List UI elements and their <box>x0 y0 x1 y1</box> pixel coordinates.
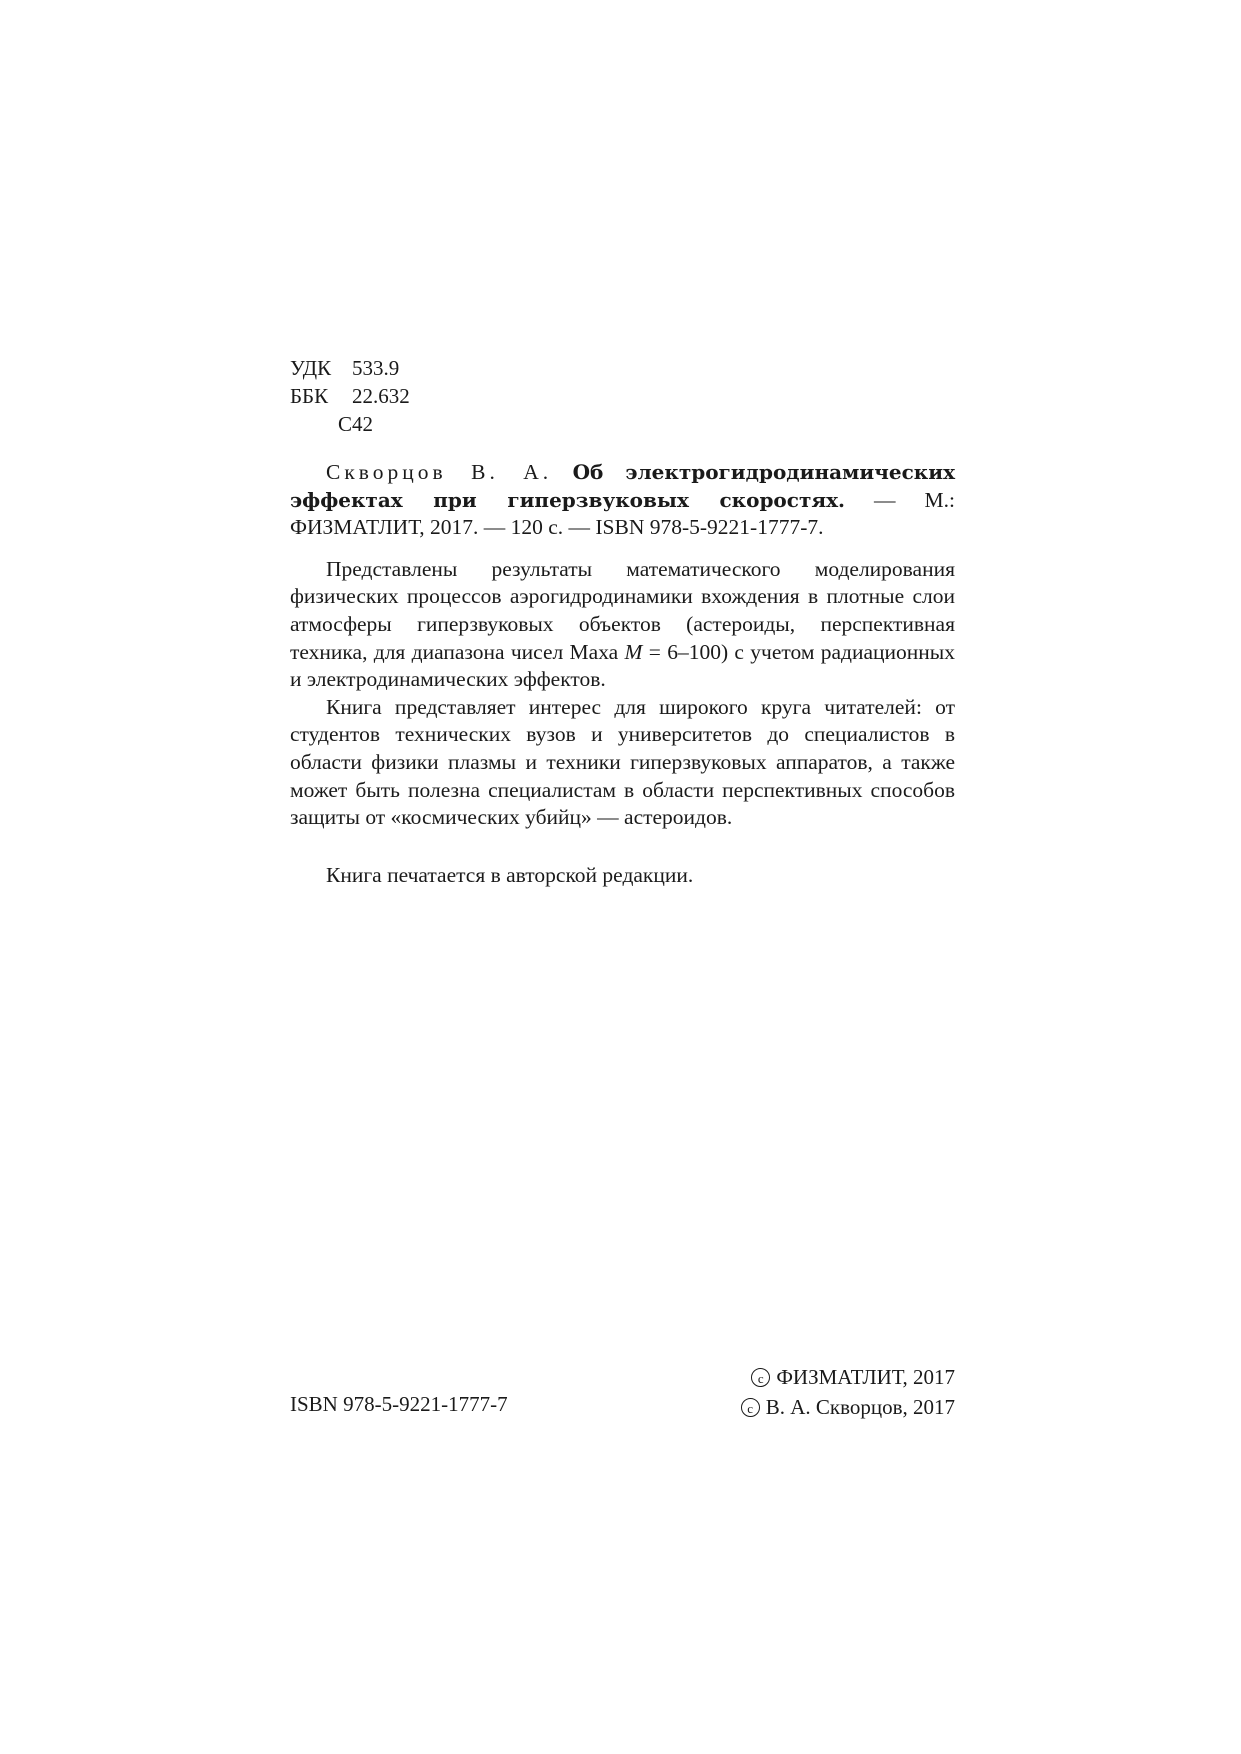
publication-info: — М.: ФИЗМАТЛИТ, 2017. — 120 с. — ISBN 978-5-9221-1777-7. <box>290 487 956 540</box>
bbk-line <box>290 382 410 410</box>
copyright-author <box>741 1392 955 1422</box>
abstract-text-2: = 6–100) с учетом радиационных и электродинамических эффектов. <box>290 639 955 692</box>
udk-line <box>290 354 410 382</box>
bibliographic-description <box>290 459 955 542</box>
udk-label: УДК <box>290 356 332 380</box>
copyright-publisher-text: ФИЗМАТЛИТ, 2017 <box>776 1365 955 1389</box>
copyright-icon: c <box>741 1398 760 1417</box>
abstract-paragraph <box>290 556 955 694</box>
copyright-icon: c <box>751 1368 770 1387</box>
audience-paragraph: Книга представляет интерес для широкого круга читателей: от студентов технических вузов и университетов до специалистов в области физики плазмы и техники гиперзвуковых аппаратов, а также может быть полезна специалистам в области перспективных способов защиты от «космических убийц» — астероидов. <box>290 694 955 830</box>
isbn: ISBN 978-5-9221-1777-7 <box>290 1392 508 1416</box>
classification-block <box>290 354 410 438</box>
editorial-note: Книга печатается в авторской редакции. <box>326 862 694 887</box>
copyright-block <box>741 1362 955 1422</box>
bbk-label: ББК <box>290 384 329 408</box>
udk-value: 533.9 <box>352 356 400 380</box>
copyright-author-text: В. А. Скворцов, 2017 <box>765 1395 955 1419</box>
mach-symbol: M <box>624 639 643 664</box>
bbk-value: 22.632 <box>352 384 410 408</box>
abstract-text-1: Представлены результаты математического моделирования физических процессов аэрогидродинамики вхождения в плотные слои атмосферы гиперзвуковых объектов (астероиды, перспективная техника, для диапазона чисел Маха <box>290 556 955 664</box>
author-mark: С42 <box>338 412 374 436</box>
book-title: Об электрогидродинамических эффектах при гиперзвуковых скоростях. <box>290 460 956 512</box>
copyright-publisher <box>741 1362 955 1392</box>
author-name: Скворцов В. А. <box>326 460 553 484</box>
annotation-block <box>290 459 955 889</box>
